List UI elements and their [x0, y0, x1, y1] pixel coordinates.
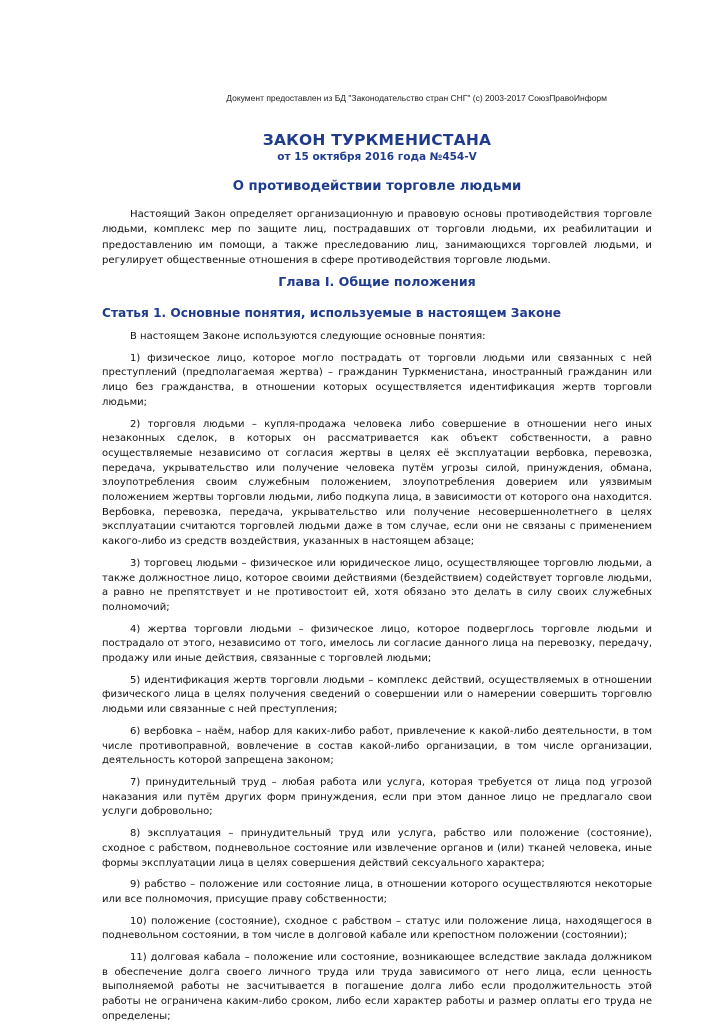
- preamble: Настоящий Закон определяет организационную и правовую основы противодействия торговле людьми, комплекс мер по защите лиц, пострадавших от торговли людьми, их реабилитации и предоставлению им помощи, а также преследованию лиц, занимающихся торговлей людьми, и регулирует общественные отношения в сфере противодействия торговле людьми.: [102, 209, 652, 267]
- definition-item: 8) эксплуатация – принудительный труд или услуга, рабство или положение (состояние), сходное с рабством, подневольное состояние или извлечение органов и (или) тканей человека, иные формы эксплуатации лица в целях совершения действий сексуального характера;: [102, 828, 652, 869]
- definition-item: 11) долговая кабала – положение или состояние, возникающее вследствие заклада должником в обеспечение долга своего личного труда или труда зависимого от него лица, если ценность выполняемой работы не засчитывается в погашение долга либо если продолжительность этой работы не ограничена каким-либо сроком, либо если характер работы и размер оплаты его труда не определены;: [102, 952, 652, 1022]
- definition-item: 5) идентификация жертв торговли людьми – комплекс действий, осуществляемых в отношении физического лица в целях получения сведений о совершении или о намерении совершить торговлю людьми или связанные с ней преступления;: [102, 674, 652, 716]
- source-note: Документ предоставлен из БД "Законодательство стран СНГ" (с) 2003-2017 СоюзПравоИнформ: [226, 93, 607, 103]
- definition-item: 6) вербовка – наём, набор для каких-либо работ, привлечение к какой-либо деятельности, в том числе противоправной, вовлечение в состав какой-либо организации, в том числе организации, деятельность которой запрещена законом;: [102, 725, 652, 767]
- chapter-title: Глава I. Общие положения: [278, 274, 476, 289]
- definition-item: 3) торговец людьми – физическое или юридическое лицо, осуществляющее торговлю людьми, а также должностное лицо, которое своими действиями (бездействием) содействует торговле людьми, а равно не препятствует и не противостоит ей, хотя обязано это делать в силу своих служебных полномочий;: [102, 557, 652, 613]
- article-title: Статья 1. Основные понятия, используемые в настоящем Законе: [102, 306, 562, 320]
- definition-item: 9) рабство – положение или состояние лица, в отношении которого осуществляются некоторые или все полномочия, присущие праву собственности;: [102, 879, 652, 905]
- definition-item: 7) принудительный труд – любая работа или услуга, которая требуется от лица под угрозой наказания или путём других форм принуждения, если при этом данное лицо не предлагало свои услуги добровольно;: [102, 776, 652, 818]
- law-date: от 15 октября 2016 года №454-V: [277, 151, 477, 163]
- law-title: ЗАКОН ТУРКМЕНИСТАНА: [262, 131, 492, 149]
- article-intro: В настоящем Законе используются следующие основные понятия:: [130, 331, 486, 342]
- definition-item: 2) торговля людьми – купля-продажа человека либо совершение в отношении него иных незаконных сделок, в которых он рассматривается как объект собственности, а равно осуществляемые независимо от согласия жертвы в целях её эксплуатации вербовка, перевозка, передача, укрывательство или получение человека путём угрозы силой, принуждения, обмана, злоупотребления своим служебным положением, злоупотребления доверием или уязвимым положением жертвы торговли людьми, либо подкупа лица, в зависимости от которого она находится. Вербовка, перевозка, передача, укрывательство или получение несовершеннолетнего в целях эксплуатации считаются торговлей людьми даже в том случае, если они не связаны с применением какого-либо из средств воздействия, указанных в настоящем абзаце;: [102, 418, 652, 548]
- law-subject: О противодействии торговле людьми: [232, 179, 522, 194]
- definition-item: 4) жертва торговли людьми – физическое лицо, которое подверглось торговле людьми и пострадало от этого, независимо от того, имелось ли согласие данного лица на перевозку, передачу, продажу или иные действия, связанные с торговлей людьми;: [102, 623, 652, 665]
- definition-item: 1) физическое лицо, которое могло пострадать от торговли людьми или связанных с ней преступлений (предполагаемая жертва) – гражданин Туркменистана, иностранный гражданин или лицо без гражданства, в отношении которых осуществляется идентификация жертв торговли людьми;: [102, 352, 652, 408]
- definition-item: 10) положение (состояние), сходное с рабством – статус или положение лица, находящегося в подневольном состоянии, в том числе в долговой кабале или крепостном положении (состоянии);: [102, 915, 652, 942]
- article-body: [102, 330, 652, 1032]
